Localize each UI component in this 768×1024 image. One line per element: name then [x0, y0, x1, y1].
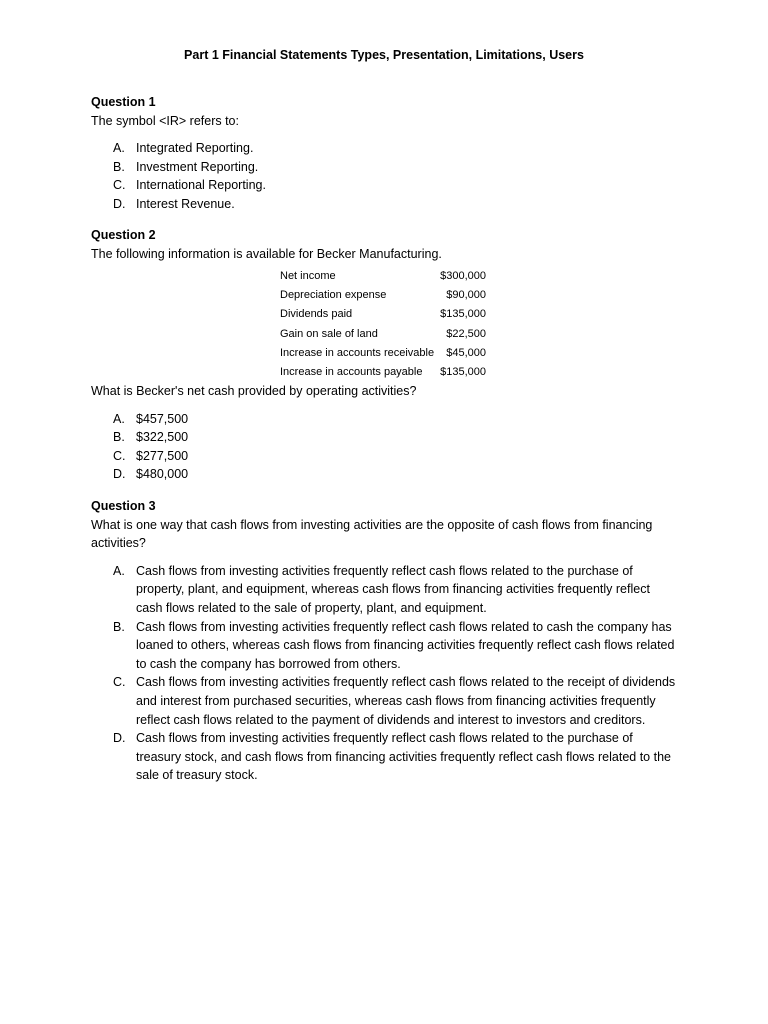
option-d [91, 195, 679, 214]
question-2 [91, 226, 679, 263]
option-letter: D. [113, 731, 126, 746]
option-text: Investment Reporting. [136, 159, 259, 174]
option-text: Interest Revenue. [136, 196, 235, 211]
option-a [91, 410, 679, 429]
option-d [91, 729, 679, 785]
row-amount: $135,000 [440, 366, 486, 379]
table-row [277, 286, 489, 305]
question-text: What is one way that cash flows from investing activities are the opposite of cash flows from financing activities? [91, 517, 653, 551]
question-heading: Question 2 [91, 228, 156, 242]
option-b [91, 158, 679, 177]
row-amount: $300,000 [440, 270, 486, 282]
table-row [277, 267, 489, 286]
option-c [91, 447, 679, 466]
question-text: The symbol <IR> refers to: [91, 113, 239, 128]
table-row [277, 363, 489, 382]
question-heading: Question 1 [91, 95, 156, 109]
option-text: International Reporting. [136, 178, 266, 193]
table-row [277, 325, 489, 344]
question-intro: The following information is available for Becker Manufacturing. [91, 246, 442, 261]
option-text: $457,500 [136, 411, 189, 426]
option-a [91, 139, 679, 158]
question-3 [91, 497, 679, 785]
row-amount: $45,000 [446, 346, 486, 359]
option-letter: A. [113, 563, 125, 578]
option-text: Integrated Reporting. [136, 141, 254, 156]
question-heading: Question 3 [91, 499, 156, 513]
row-amount: $90,000 [446, 289, 486, 302]
answer-options [91, 410, 679, 484]
option-text: Cash flows from investing activities frequently reflect cash flows related to cash the company has loaned to others, whereas cash flows from financing activities frequently reflect cash flows related to cash the company has borrowed from others. [136, 619, 675, 671]
option-text: $480,000 [136, 467, 189, 482]
option-c [91, 176, 679, 195]
row-label: Net income [280, 270, 336, 282]
option-letter: C. [113, 178, 126, 193]
option-letter: B. [113, 430, 125, 445]
answer-options [91, 139, 679, 213]
row-label: Dividends paid [280, 308, 353, 321]
table-row [277, 344, 489, 363]
row-label: Increase in accounts receivable [280, 346, 435, 359]
option-text: Cash flows from investing activities frequently reflect cash flows related to the receipt of dividends and interest from purchased securities, whereas cash flows from financing activities frequently reflect cash flows related to the payment of dividends and interest to investors and creditors. [136, 675, 676, 727]
page-title: Part 1 Financial Statements Types, Presentation, Limitations, Users [184, 48, 584, 62]
option-text: $322,500 [136, 430, 189, 445]
row-amount: $135,000 [440, 308, 486, 321]
question-1 [91, 93, 679, 214]
option-d [91, 465, 679, 484]
option-letter: C. [113, 448, 126, 463]
option-letter: C. [113, 675, 126, 690]
row-amount: $22,500 [446, 327, 486, 340]
row-label: Increase in accounts payable [280, 366, 423, 379]
option-b [91, 618, 679, 674]
option-text: Cash flows from investing activities frequently reflect cash flows related to the purchase of treasury stock, and cash flows from financing activities frequently reflect cash flows related to the sale of treasury stock. [136, 731, 671, 783]
question-2-prompt [91, 382, 679, 484]
option-c [91, 673, 679, 729]
option-letter: D. [113, 196, 126, 211]
answer-options [91, 562, 679, 785]
row-label: Depreciation expense [280, 289, 387, 302]
option-letter: B. [113, 159, 125, 174]
option-letter: B. [113, 619, 125, 634]
option-b [91, 428, 679, 447]
option-letter: A. [113, 141, 125, 156]
option-letter: D. [113, 467, 126, 482]
question-text: What is Becker's net cash provided by operating activities? [91, 384, 417, 398]
option-a [91, 562, 679, 618]
financial-data-table [277, 267, 489, 382]
table-row [277, 305, 489, 324]
option-text: $277,500 [136, 448, 189, 463]
option-letter: A. [113, 411, 125, 426]
row-label: Gain on sale of land [280, 327, 378, 340]
option-text: Cash flows from investing activities frequently reflect cash flows related to the purchase of property, plant, and equipment, whereas cash flows from financing activities frequently reflect cash flows related to the sale of property, plant, and equipment. [136, 563, 650, 615]
